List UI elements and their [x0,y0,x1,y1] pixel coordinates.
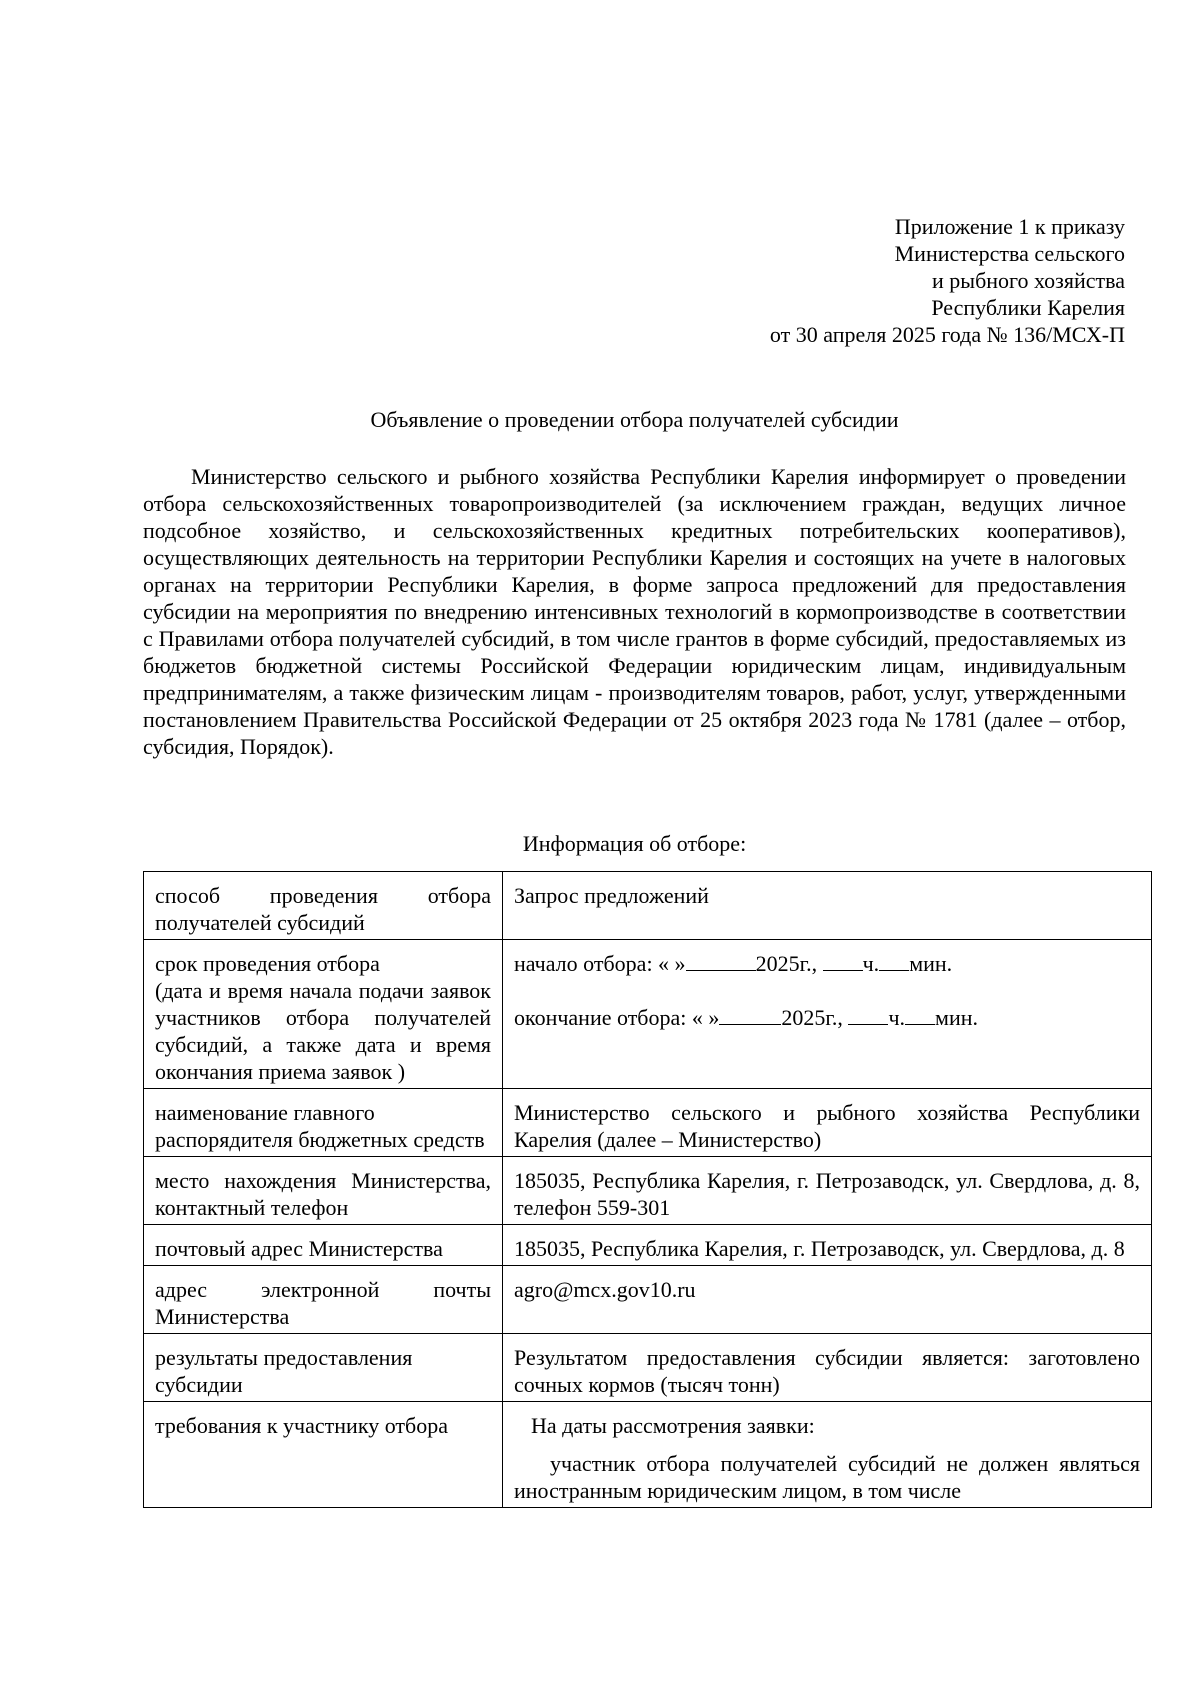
period-label: срок проведения отбора [155,951,380,976]
end-minutes-unit: мин. [935,1005,978,1030]
table-row [144,1089,1152,1157]
start-year: 2025г., [755,951,818,976]
row-label-email: адрес электронной почты Министерства [144,1266,503,1334]
requirements-intro: На даты рассмотрения заявки: [531,1413,815,1438]
appendix-line: и рыбного хозяйства [932,268,1125,293]
row-value-results: Результатом предоставления субсидии является: заготовлено сочных кормов (тысяч тонн) [503,1334,1152,1402]
start-minutes-unit: мин. [909,951,953,976]
row-value-email[interactable]: agro@mcx.gov10.ru [503,1266,1152,1334]
appendix-header [565,213,1125,348]
period-label-note: (дата и время начала подачи заявок участников отбора получателей субсидий, а также дата и время окончания приема заявок ) [155,978,491,1084]
row-value-postal: 185035, Республика Карелия, г. Петрозаводск, ул. Свердлова, д. 8 [503,1225,1152,1266]
row-value-period [503,940,1152,1089]
start-minute-blank [879,950,909,971]
end-hours-unit: ч. [888,1005,906,1030]
row-value-ministry: Министерство сельского и рыбного хозяйства Республики Карелия (далее – Министерство) [503,1089,1152,1157]
table-title: Информация об отборе: [522,831,747,856]
start-hour-blank [823,950,863,971]
intro-paragraph: Министерство сельского и рыбного хозяйства Республики Карелия информирует о проведении отбора сельскохозяйственных товаропроизводителей (за исключением граждан, ведущих личное подсобное хозяйство, и сельскохозяйственных кредитных потребительских кооперативов), осуществляющих деятельность на территории Республики Карелия и состоящих на учете в налоговых органах на территории Республики Карелия, в форме запроса предложений для предоставления субсидии на мероприятия по внедрению интенсивных технологий в кормопроизводстве в соответствии с Правилами отбора получателей субсидий, в том числе грантов в форме субсидий, предоставляемых из бюджетов бюджетной системы Российской Федерации юридическим лицам, индивидуальным предпринимателям, а также физическим лицам - производителям товаров, работ, услуг, утвержденными постановлением Правительства Российской Федерации от 25 октября 2023 года № 1781 (далее – отбор, субсидия, Порядок). [143,464,1126,759]
table-row [144,1402,1152,1508]
end-minute-blank [905,1004,935,1025]
appendix-line: от 30 апреля 2025 года № 136/МСХ-П [769,322,1125,347]
row-label-ministry: наименование главного распорядителя бюджетных средств [144,1089,503,1157]
document-title: Объявление о проведении отбора получателей субсидии [370,407,899,432]
requirements-text: участник отбора получателей субсидий не должен являться иностранным юридическим лицом, в том числе [514,1451,1140,1503]
table-row [144,940,1152,1089]
table-row [144,872,1152,940]
row-label-method: способ проведения отбора получателей субсидий [144,872,503,940]
end-date-line [514,1004,1140,1031]
start-date-line [514,950,1140,977]
table-row [144,1334,1152,1402]
row-label-location: место нахождения Министерства, контактный телефон [144,1157,503,1225]
row-label-results: результаты предоставления субсидии [144,1334,503,1402]
start-prefix: начало отбора: « » [514,951,686,976]
row-value-requirements [503,1402,1152,1508]
end-hour-blank [848,1004,888,1025]
row-value-location: 185035, Республика Карелия, г. Петрозаводск, ул. Свердлова, д. 8, телефон 559-301 [503,1157,1152,1225]
end-prefix: окончание отбора: « » [514,1005,720,1030]
start-hours-unit: ч. [862,951,880,976]
row-label-period [144,940,503,1089]
row-label-postal: почтовый адрес Министерства [144,1225,503,1266]
selection-info-table [143,871,1152,1508]
table-row [144,1157,1152,1225]
start-date-blank [686,950,756,971]
appendix-line: Министерства сельского [894,241,1125,266]
appendix-line: Республики Карелия [931,295,1125,320]
row-value-method: Запрос предложений [503,872,1152,940]
appendix-line: Приложение 1 к приказу [894,214,1125,239]
end-year: 2025г., [781,1005,843,1030]
end-date-blank [719,1004,781,1025]
table-row [144,1225,1152,1266]
table-row [144,1266,1152,1334]
row-label-requirements: требования к участнику отбора [144,1402,503,1508]
